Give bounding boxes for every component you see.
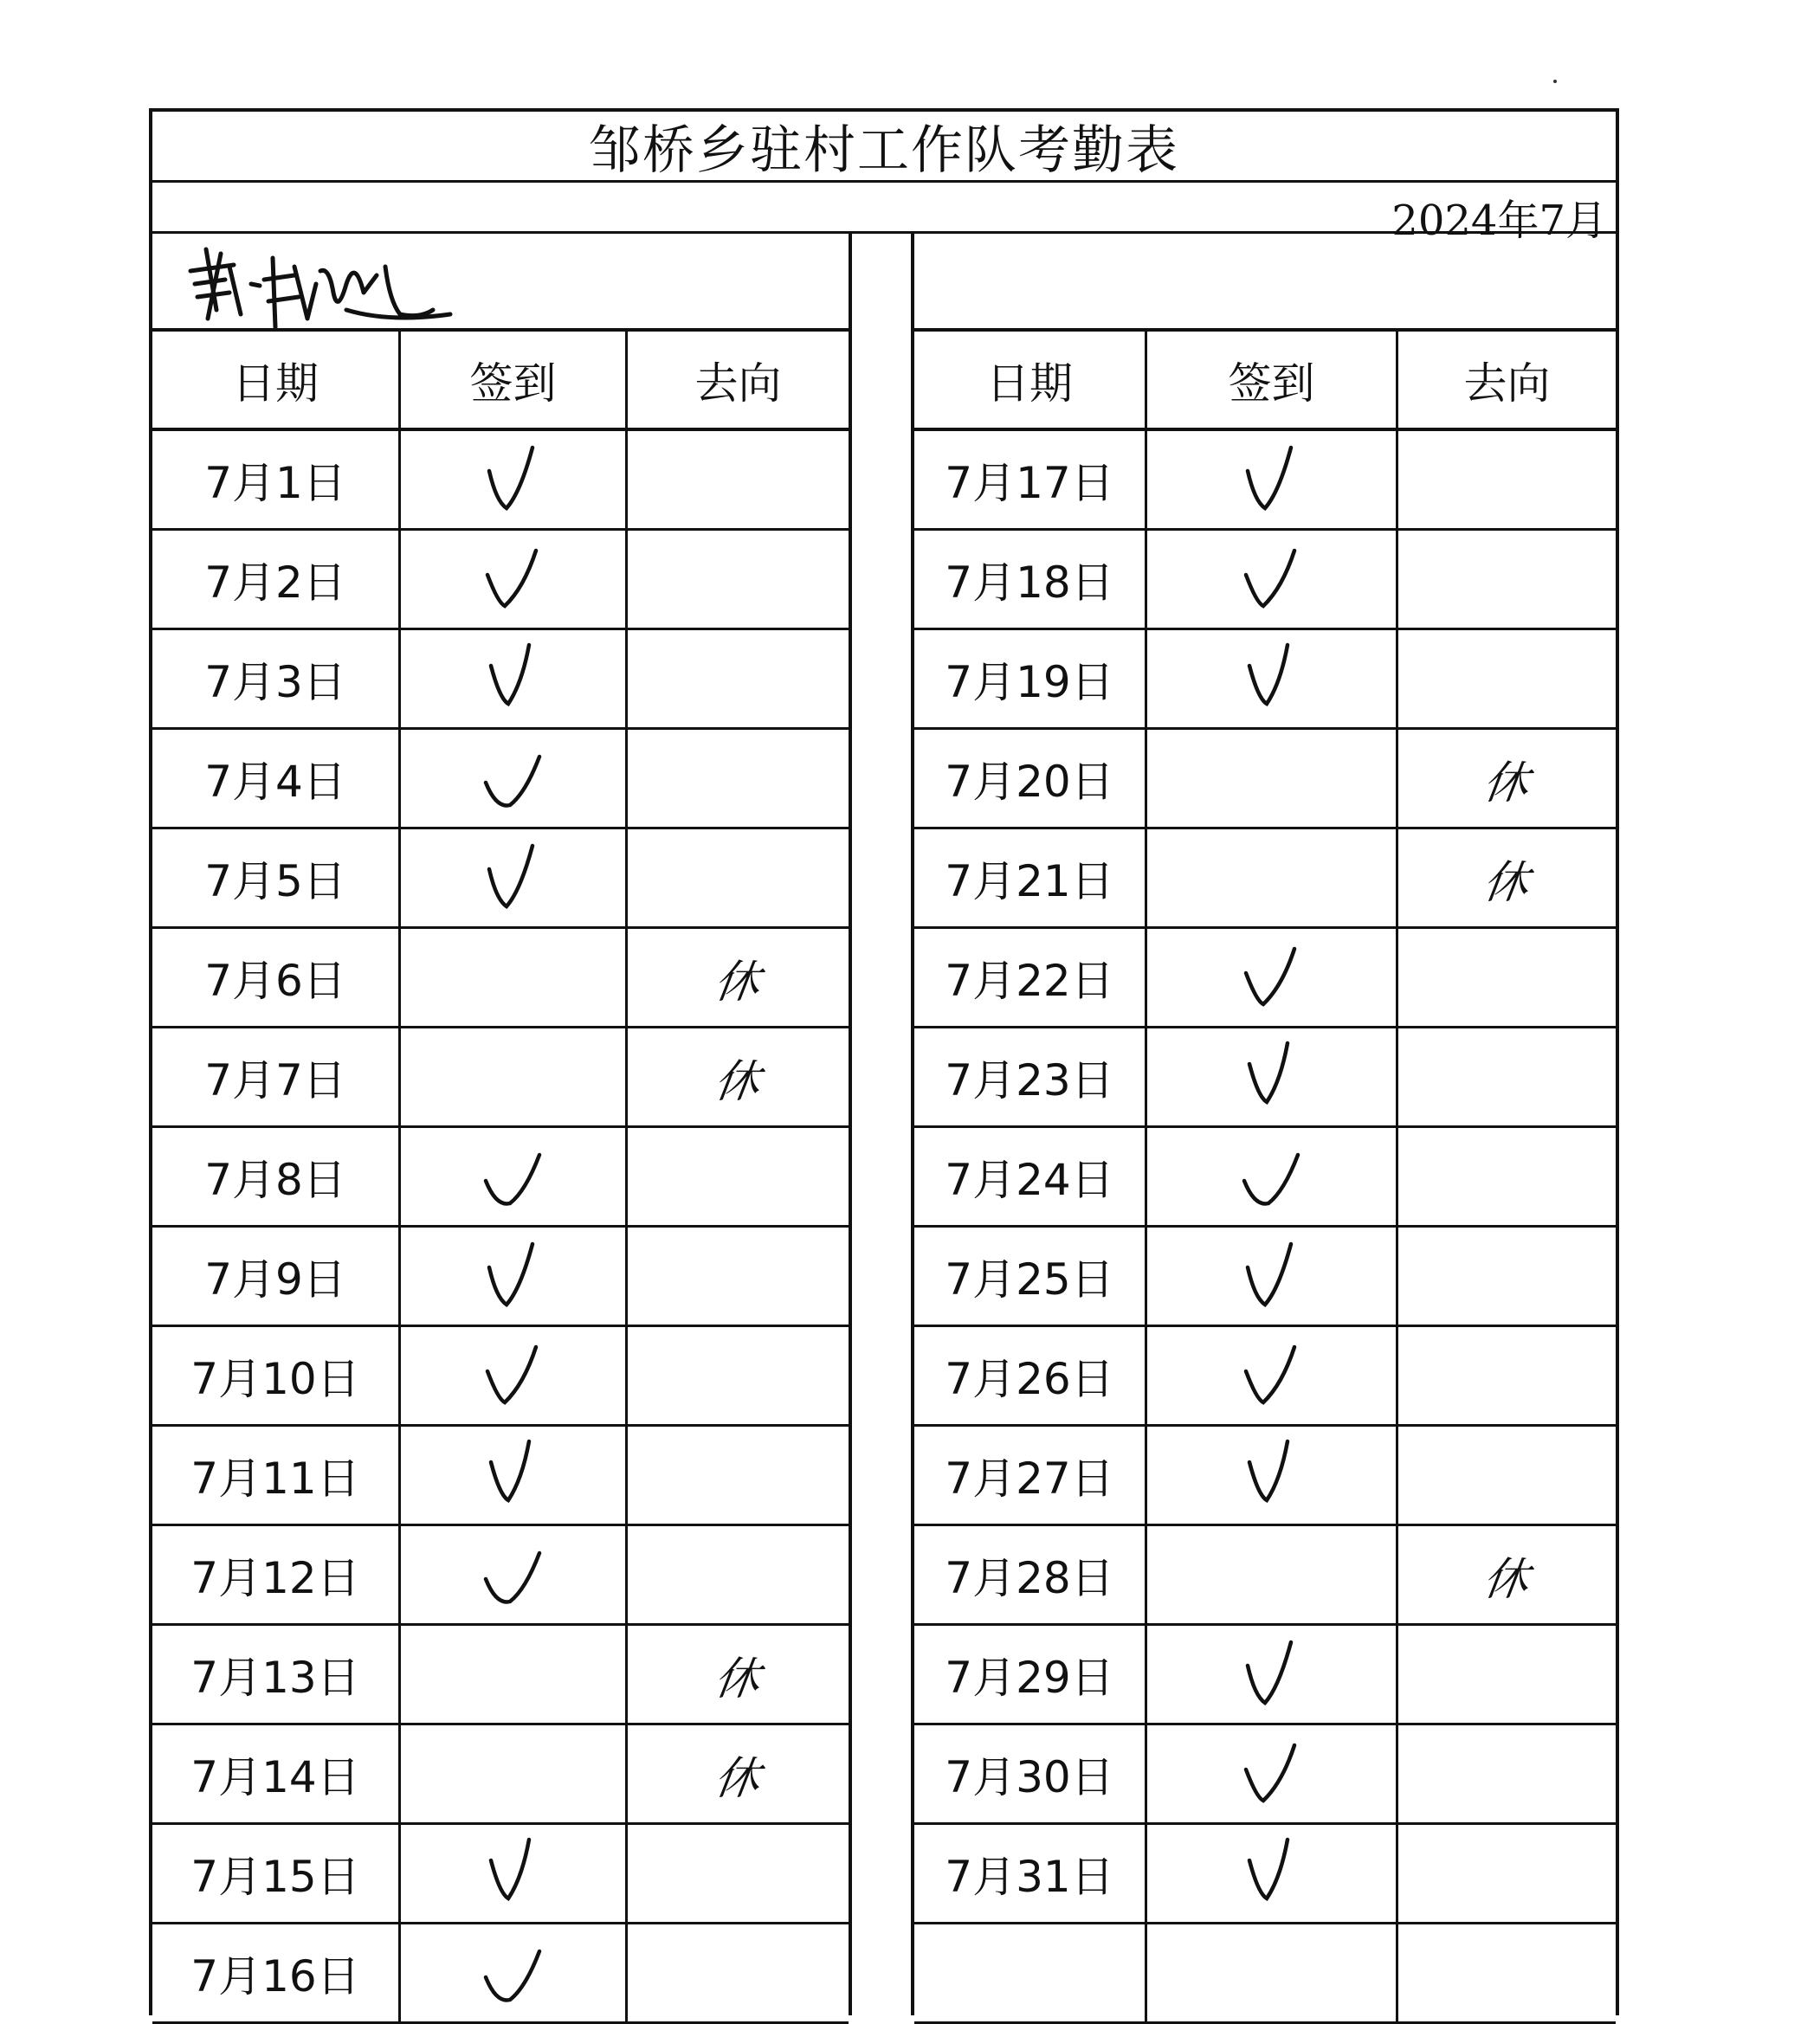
- destination-cell: [1396, 929, 1616, 1026]
- signin-cell: [398, 1825, 625, 1922]
- destination-cell: [625, 1128, 849, 1225]
- date-cell: 7月13日: [190, 1653, 360, 1703]
- right-table: [911, 232, 1619, 2015]
- destination-cell: [625, 1526, 849, 1623]
- handwritten-check-icon: [1237, 1635, 1307, 1713]
- destination-cell: [625, 1626, 849, 1723]
- table-row: [914, 1327, 1616, 1427]
- date-cell: 7月14日: [190, 1752, 360, 1802]
- table-row: [152, 1128, 849, 1228]
- table-row: [914, 829, 1616, 929]
- signin-cell: [398, 1626, 625, 1723]
- destination-note: 休: [711, 1653, 764, 1705]
- signin-cell: [398, 730, 625, 827]
- handwritten-check-icon: [479, 1138, 548, 1215]
- table-row: [152, 1526, 849, 1626]
- date-cell: 7月12日: [190, 1553, 360, 1603]
- column-header-signin: 签到: [1145, 332, 1396, 428]
- month-row: [149, 182, 1619, 245]
- destination-cell: [625, 929, 849, 1026]
- destination-note: 休: [711, 1752, 764, 1805]
- table-row: [914, 1825, 1616, 1924]
- signin-cell: [1145, 929, 1396, 1026]
- signin-cell: [398, 1924, 625, 2021]
- date-cell: 7月11日: [190, 1454, 360, 1504]
- date-cell: 7月9日: [204, 1254, 346, 1305]
- signin-cell: [1145, 1028, 1396, 1125]
- ink-dot: [1553, 80, 1557, 83]
- column-header-destination: 去向: [1396, 332, 1616, 428]
- column-header-row: [914, 332, 1616, 431]
- date-cell: 7月1日: [204, 458, 346, 508]
- signin-cell: [398, 1228, 625, 1325]
- signin-cell: [1145, 1626, 1396, 1723]
- signin-cell: [1145, 531, 1396, 628]
- handwritten-check-icon: [479, 640, 548, 718]
- handwritten-check-icon: [479, 1934, 548, 2012]
- column-header-destination: 去向: [625, 332, 849, 428]
- date-cell: 7月29日: [945, 1653, 1114, 1703]
- destination-cell: [1396, 1028, 1616, 1125]
- destination-note: 休: [1480, 757, 1533, 809]
- date-cell: 7月30日: [945, 1752, 1114, 1802]
- handwritten-check-icon: [479, 1536, 548, 1614]
- handwritten-check-icon: [1237, 1138, 1307, 1215]
- table-row: [152, 1228, 849, 1327]
- handwritten-check-icon: [1237, 441, 1307, 519]
- table-row: [152, 1825, 849, 1924]
- handwritten-check-icon: [479, 540, 548, 618]
- left-table: [149, 232, 852, 2015]
- signin-cell: [398, 531, 625, 628]
- destination-cell: [625, 1725, 849, 1822]
- handwritten-check-icon: [1237, 938, 1307, 1016]
- handwritten-check-icon: [1237, 1735, 1307, 1813]
- destination-cell: [1396, 1924, 1616, 2021]
- signin-cell: [398, 1427, 625, 1524]
- signin-cell: [398, 431, 625, 528]
- destination-cell: [625, 1228, 849, 1325]
- handwritten-check-icon: [479, 1436, 548, 1514]
- destination-cell: [625, 1028, 849, 1125]
- signin-cell: [1145, 1526, 1396, 1623]
- table-row: [152, 431, 849, 531]
- date-cell: 7月4日: [204, 757, 346, 807]
- handwritten-check-icon: [1237, 1038, 1307, 1116]
- signin-cell: [398, 630, 625, 727]
- destination-cell: [1396, 730, 1616, 827]
- destination-note: 休: [711, 1055, 764, 1108]
- table-row: [152, 730, 849, 829]
- table-row: [152, 829, 849, 929]
- date-cell: 7月8日: [204, 1155, 346, 1205]
- destination-note: 休: [1480, 856, 1533, 909]
- date-cell: 7月15日: [190, 1852, 360, 1902]
- date-cell: 7月7日: [204, 1055, 346, 1105]
- table-row: [914, 1028, 1616, 1128]
- date-cell: 7月27日: [945, 1454, 1114, 1504]
- table-row: [152, 1028, 849, 1128]
- table-row: [914, 730, 1616, 829]
- handwritten-check-icon: [1237, 540, 1307, 618]
- date-cell: 7月21日: [945, 856, 1114, 906]
- date-cell: 7月17日: [945, 458, 1114, 508]
- date-cell: 7月10日: [190, 1354, 360, 1404]
- table-row: [914, 1526, 1616, 1626]
- date-cell: 7月2日: [204, 558, 346, 608]
- table-row: [914, 1427, 1616, 1526]
- signin-cell: [1145, 1128, 1396, 1225]
- destination-cell: [625, 531, 849, 628]
- month-label: 2024年7月: [1391, 197, 1607, 245]
- destination-note: 休: [711, 956, 764, 1009]
- destination-cell: [1396, 1626, 1616, 1723]
- date-cell: 7月18日: [945, 558, 1114, 608]
- table-row: [152, 1626, 849, 1725]
- destination-cell: [625, 1427, 849, 1524]
- signin-cell: [398, 1327, 625, 1424]
- signin-cell: [1145, 1725, 1396, 1822]
- destination-cell: [1396, 829, 1616, 926]
- handwritten-check-icon: [479, 839, 548, 917]
- table-row: [152, 929, 849, 1028]
- date-cell: 7月19日: [945, 657, 1114, 707]
- table-row: [914, 1228, 1616, 1327]
- destination-cell: [1396, 531, 1616, 628]
- signin-cell: [398, 929, 625, 1026]
- destination-note: 休: [1480, 1553, 1533, 1606]
- handwritten-check-icon: [479, 1237, 548, 1315]
- date-cell: 7月6日: [204, 956, 346, 1006]
- table-row: [152, 531, 849, 630]
- name-cell: [152, 232, 849, 332]
- sheet-title: 邹桥乡驻村工作队考勤表: [149, 108, 1619, 183]
- destination-cell: [1396, 1526, 1616, 1623]
- column-header-date: 日期: [232, 358, 319, 409]
- date-cell: 7月23日: [945, 1055, 1114, 1105]
- column-header-row: [152, 332, 849, 431]
- table-row: [914, 630, 1616, 730]
- table-row: [914, 929, 1616, 1028]
- table-row: [152, 1725, 849, 1825]
- table-row: [914, 1924, 1616, 2024]
- date-cell: 7月16日: [190, 1951, 360, 2001]
- date-cell: 7月31日: [945, 1852, 1114, 1902]
- handwritten-check-icon: [479, 1337, 548, 1415]
- destination-cell: [625, 829, 849, 926]
- table-row: [914, 1725, 1616, 1825]
- table-row: [914, 531, 1616, 630]
- destination-cell: [625, 431, 849, 528]
- handwritten-check-icon: [479, 1834, 548, 1912]
- destination-cell: [625, 1924, 849, 2021]
- signin-cell: [398, 1028, 625, 1125]
- signin-cell: [1145, 630, 1396, 727]
- column-header-signin: 签到: [398, 332, 625, 428]
- table-row: [914, 431, 1616, 531]
- handwritten-check-icon: [1237, 1237, 1307, 1315]
- signin-cell: [1145, 1924, 1396, 2021]
- signature-image: [173, 232, 468, 336]
- handwritten-check-icon: [1237, 1834, 1307, 1912]
- destination-cell: [625, 630, 849, 727]
- signin-cell: [398, 1128, 625, 1225]
- date-cell: [914, 1924, 1145, 2021]
- signin-cell: [1145, 1427, 1396, 1524]
- destination-cell: [625, 1327, 849, 1424]
- signin-cell: [1145, 829, 1396, 926]
- date-cell: 7月25日: [945, 1254, 1114, 1305]
- handwritten-check-icon: [479, 739, 548, 817]
- destination-cell: [1396, 1228, 1616, 1325]
- signin-cell: [398, 1526, 625, 1623]
- signin-cell: [1145, 1327, 1396, 1424]
- date-cell: 7月26日: [945, 1354, 1114, 1404]
- date-cell: 7月20日: [945, 757, 1114, 807]
- handwritten-check-icon: [1237, 640, 1307, 718]
- table-row: [152, 630, 849, 730]
- handwritten-check-icon: [1237, 1436, 1307, 1514]
- destination-cell: [1396, 1128, 1616, 1225]
- destination-cell: [625, 1825, 849, 1922]
- date-cell: 7月28日: [945, 1553, 1114, 1603]
- column-header-date: 日期: [986, 358, 1073, 409]
- table-row: [914, 1626, 1616, 1725]
- signin-cell: [1145, 431, 1396, 528]
- destination-cell: [1396, 1725, 1616, 1822]
- handwritten-check-icon: [479, 441, 548, 519]
- date-cell: 7月3日: [204, 657, 346, 707]
- destination-cell: [1396, 630, 1616, 727]
- destination-cell: [1396, 1327, 1616, 1424]
- signin-cell: [398, 1725, 625, 1822]
- handwritten-check-icon: [1237, 1337, 1307, 1415]
- destination-cell: [1396, 431, 1616, 528]
- signin-cell: [398, 829, 625, 926]
- destination-cell: [1396, 1825, 1616, 1922]
- table-row: [152, 1327, 849, 1427]
- name-cell-blank: [914, 232, 1616, 332]
- date-cell: 7月22日: [945, 956, 1114, 1006]
- signin-cell: [1145, 730, 1396, 827]
- destination-cell: [625, 730, 849, 827]
- signin-cell: [1145, 1228, 1396, 1325]
- table-row: [152, 1924, 849, 2024]
- date-cell: 7月24日: [945, 1155, 1114, 1205]
- signin-cell: [1145, 1825, 1396, 1922]
- table-row: [152, 1427, 849, 1526]
- destination-cell: [1396, 1427, 1616, 1524]
- table-row: [914, 1128, 1616, 1228]
- date-cell: 7月5日: [204, 856, 346, 906]
